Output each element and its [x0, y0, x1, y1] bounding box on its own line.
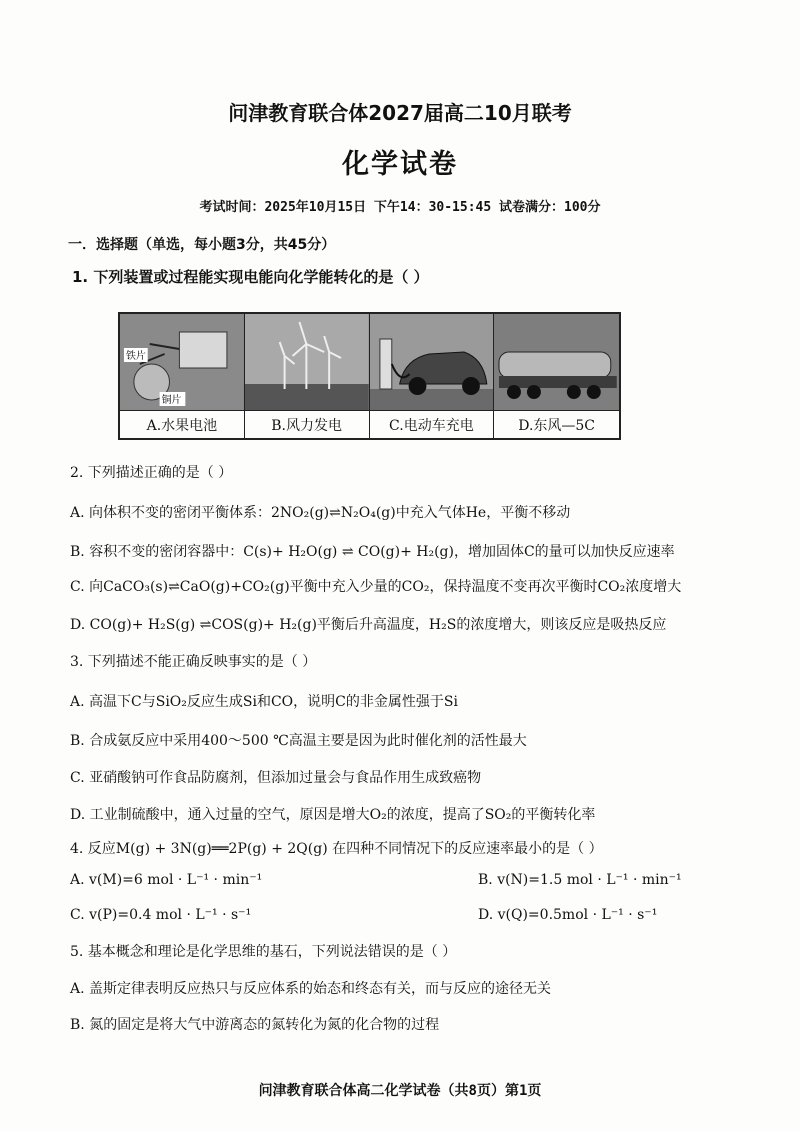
q2-option-c: C. 向CaCO₃(s)⇌CaO(g)+CO₂(g)平衡中充入少量的CO₂，保持温度不变再次平衡时CO₂浓度增大: [70, 579, 682, 595]
page-footer: 问津教育联合体高二化学试卷（共8页）第1页: [258, 1083, 542, 1099]
q3-option-c: C. 亚硝酸钠可作食品防腐剂，但添加过量会与食品作用生成致癌物: [70, 770, 482, 786]
q3-stem: 3. 下列描述不能正确反映事实的是（ ）: [70, 654, 317, 670]
q3-option-a: A. 高温下C与SiO₂反应生成Si和CO，说明C的非金属性强于Si: [70, 694, 458, 710]
q1-option-a-label: A.水果电池: [146, 417, 218, 434]
wind-turbine-icon: [245, 314, 369, 411]
q1-image-table: [118, 312, 621, 440]
q2-option-b: B. 容积不变的密闭容器中：C(s)+ H₂O(g) ⇌ CO(g)+ H₂(g)，增加固体C的量可以加快反应速率: [70, 544, 675, 560]
iron-label: 铁片: [125, 350, 146, 363]
q3-option-b: B. 合成氨反应中采用400～500 ℃高温主要是因为此时催化剂的活性最大: [70, 733, 527, 749]
q4-option-b: B. v(N)=1.5 mol · L⁻¹ · min⁻¹: [478, 872, 682, 888]
copper-label: 铜片: [161, 394, 182, 407]
q2-option-d: D. CO(g)+ H₂S(g) ⇌COS(g)+ H₂(g)平衡后升高温度，H₂S的浓度增大，则该反应是吸热反应: [70, 617, 667, 633]
missile-vehicle-icon: [494, 314, 619, 411]
q2-option-a: A. 向体积不变的密闭平衡体系：2NO₂(g)⇌N₂O₄(g)中充入气体He，平衡不移动: [70, 505, 571, 521]
q1-option-a: [120, 314, 245, 438]
subject-title: 化学试卷: [342, 149, 458, 180]
q1-option-b: [245, 314, 370, 438]
q2-stem: 2. 下列描述正确的是（ ）: [70, 465, 233, 481]
exam-title: 问津教育联合体2027届高二10月联考: [228, 101, 572, 125]
q5-option-b: B. 氮的固定是将大气中游离态的氮转化为氮的化合物的过程: [70, 1017, 440, 1033]
ev-charging-icon: [370, 314, 494, 411]
fruit-battery-icon: [120, 314, 244, 411]
q1-option-c-label: C.电动车充电: [389, 417, 474, 434]
q1-option-c: [370, 314, 495, 438]
q5-stem: 5. 基本概念和理论是化学思维的基石，下列说法错误的是（ ）: [70, 944, 457, 960]
q4-option-a: A. v(M)=6 mol · L⁻¹ · min⁻¹: [70, 872, 263, 888]
q4-stem: 4. 反应M(g) + 3N(g)══2P(g) + 2Q(g) 在四种不同情况下的反应速率最小的是（ ）: [70, 841, 603, 857]
q1-option-b-label: B.风力发电: [271, 417, 342, 434]
q3-option-d: D. 工业制硫酸中，通入过量的空气，原因是增大O₂的浓度，提高了SO₂的平衡转化率: [70, 807, 596, 823]
q1-stem: 1. 下列装置或过程能实现电能向化学能转化的是（ ）: [72, 268, 429, 286]
q5-option-a: A. 盖斯定律表明反应热只与反应体系的始态和终态有关，而与反应的途径无关: [70, 981, 552, 997]
q4-option-d: D. v(Q)=0.5mol · L⁻¹ · s⁻¹: [478, 907, 658, 923]
q1-option-d: [494, 314, 619, 438]
q1-option-d-label: D.东风—5C: [518, 417, 596, 434]
q4-option-c: C. v(P)=0.4 mol · L⁻¹ · s⁻¹: [70, 907, 252, 923]
section-heading: 一．选择题（单选，每小题3分，共45分）: [68, 237, 336, 253]
exam-info: 考试时间：2025年10月15日 下午14：30-15:45 试卷满分：100分: [199, 200, 601, 215]
